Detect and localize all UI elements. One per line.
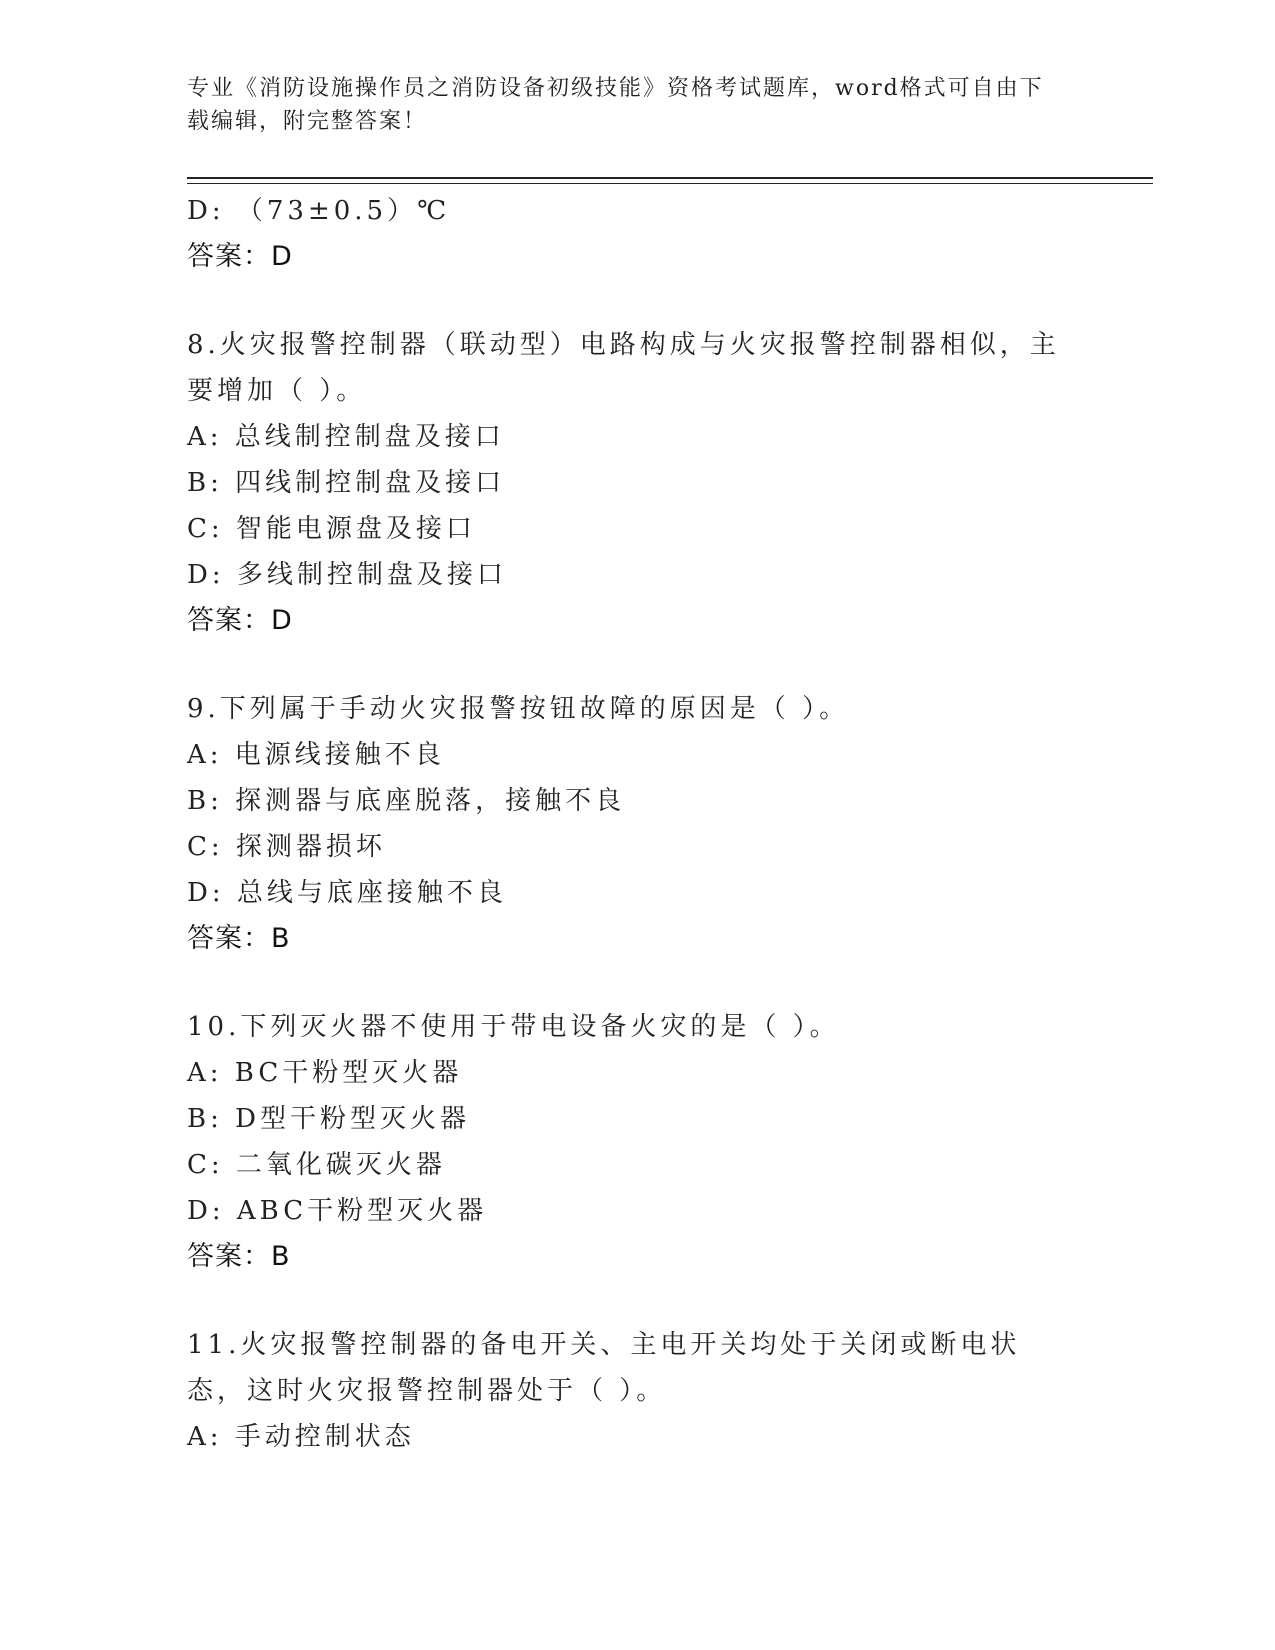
option-a: A: 手动控制状态 [187,1422,415,1452]
option-a: A: BC干粉型灭火器 [187,1058,463,1088]
option-c: C: 探测器损坏 [187,832,386,862]
question-10 [187,1004,1087,1280]
option-b: B: 四线制控制盘及接口 [187,468,506,498]
question-stem: 10.下列灭火器不使用于带电设备火灾的是（ ）。 [187,1012,840,1042]
question-content [187,188,1087,1460]
option-a: A: 总线制控制盘及接口 [187,422,505,452]
option-b: B: 探测器与底座脱落，接触不良 [187,786,626,816]
option-d: D: 多线制控制盘及接口 [187,560,507,590]
carryover-answer: 答案：D [187,241,293,272]
document-header: 专业《消防设施操作员之消防设备初级技能》资格考试题库，word格式可自由下载编辑，附完整答案！ [187,76,1044,134]
option-c: C: 智能电源盘及接口 [187,514,476,544]
option-d: D: 总线与底座接触不良 [187,878,507,908]
question-9 [187,686,1087,962]
header-rule-thin [187,183,1153,184]
question-stem: 9.下列属于手动火灾报警按钮故障的原因是（ ）。 [187,694,850,724]
question-8 [187,322,1087,644]
answer: 答案：D [187,605,293,636]
answer: 答案：B [187,1241,291,1272]
option-a: A: 电源线接触不良 [187,740,445,770]
option-c: C: 二氧化碳灭火器 [187,1150,446,1180]
option-d: D: ABC干粉型灭火器 [187,1196,488,1226]
carryover-option-d: D: （73±0.5）℃ [187,196,451,226]
option-b: B: D型干粉型灭火器 [187,1104,470,1134]
answer: 答案：B [187,923,291,954]
question-11 [187,1322,1087,1460]
question-stem: 8.火灾报警控制器（联动型）电路构成与火灾报警控制器相似，主要增加（ ）。 [187,330,1060,406]
question-stem: 11.火灾报警控制器的备电开关、主电开关均处于关闭或断电状态，这时火灾报警控制器处于（ ）。 [187,1330,1021,1406]
header-rule-thick [187,177,1153,179]
